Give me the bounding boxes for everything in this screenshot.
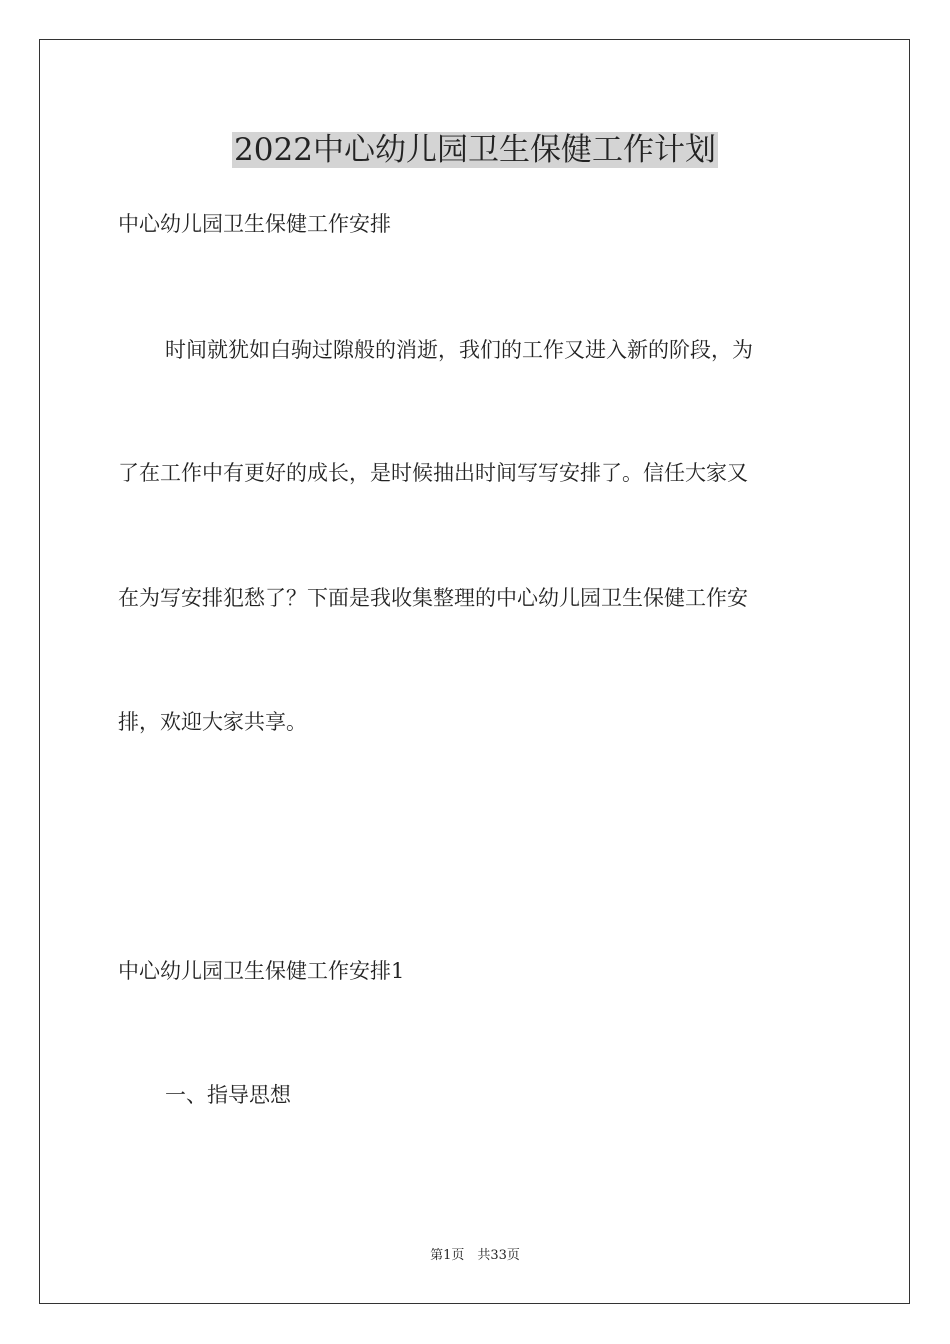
body-paragraph-line: 排，欢迎大家共享。 <box>118 710 307 734</box>
body-paragraph-line: 了在工作中有更好的成长，是时候抽出时间写写安排了。信任大家又 <box>118 461 748 485</box>
body-paragraph-line: 时间就犹如白驹过隙般的消逝，我们的工作又进入新的阶段，为 <box>165 338 753 362</box>
section-heading: 中心幼儿园卫生保健工作安排 <box>118 212 391 236</box>
subsection-heading: 一、指导思想 <box>165 1083 291 1107</box>
section-heading: 中心幼儿园卫生保健工作安排1 <box>118 959 405 983</box>
page-footer: 第1页 共33页 <box>430 1248 520 1263</box>
document-title <box>0 128 950 172</box>
body-paragraph-line: 在为写安排犯愁了？下面是我收集整理的中心幼儿园卫生保健工作安 <box>118 586 748 610</box>
document-title-text: 2022中心幼儿园卫生保健工作计划 <box>234 132 716 168</box>
